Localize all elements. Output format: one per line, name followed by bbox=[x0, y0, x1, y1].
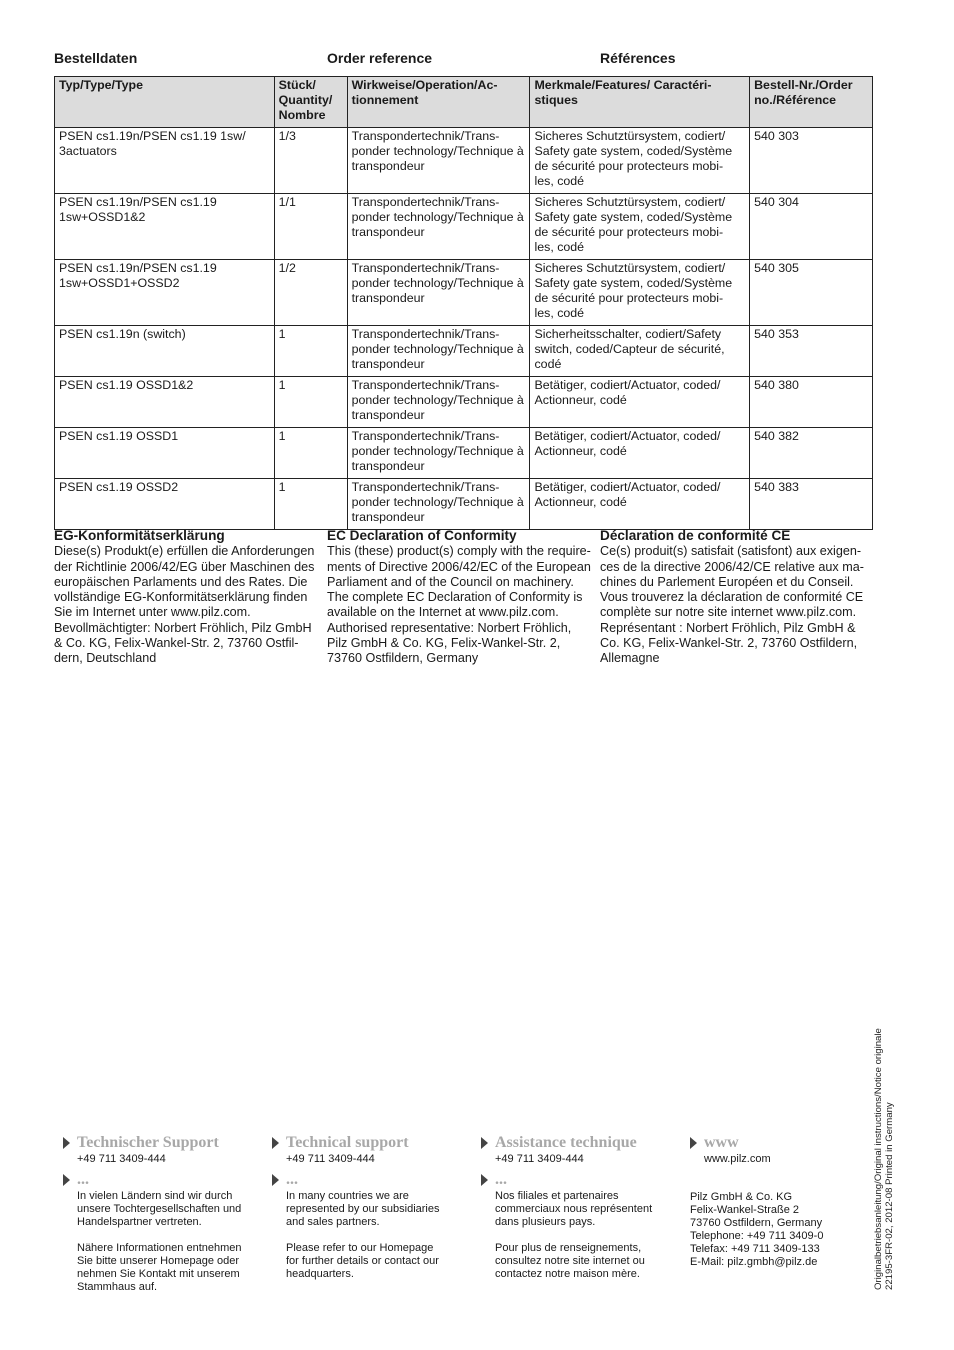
footer-fr-phone: +49 711 3409-444 bbox=[495, 1153, 584, 1165]
declaration-fr-title: Déclaration de conformité CE bbox=[600, 528, 791, 543]
footer-en bbox=[286, 1133, 466, 1281]
col-features: Merkmale/Features/ Caractéri- stiques bbox=[530, 77, 750, 128]
footer-de-line: Handelspartner vertreten. bbox=[77, 1216, 202, 1228]
side-note-line2: 22195-3FR-02, 2012-08 Printed in Germany bbox=[884, 1102, 895, 1290]
footer-de-line: unsere Tochtergesellschaften und bbox=[77, 1203, 242, 1215]
declaration-de bbox=[54, 528, 322, 667]
cell-quantity: 1/1 bbox=[274, 194, 347, 260]
company-phone: Telephone: +49 711 3409-0 bbox=[690, 1230, 824, 1242]
declaration-en-title: EC Declaration of Conformity bbox=[327, 528, 517, 543]
table-row bbox=[55, 260, 873, 326]
footer-en-line: and sales partners. bbox=[286, 1216, 380, 1228]
cell-operation: Transpondertechnik/Trans- ponder technology/Technique à transpondeur bbox=[347, 479, 530, 530]
footer-fr-title: Assistance technique bbox=[495, 1134, 637, 1151]
footer-de-phone: +49 711 3409-444 bbox=[77, 1153, 166, 1165]
footer-de-more: ... bbox=[77, 1171, 89, 1188]
cell-type: PSEN cs1.19n/PSEN cs1.19 1sw+OSSD1&2 bbox=[55, 194, 275, 260]
table-row bbox=[55, 326, 873, 377]
cell-quantity: 1/3 bbox=[274, 128, 347, 194]
arrow-right-icon bbox=[63, 1137, 70, 1149]
cell-order-no: 540 380 bbox=[750, 377, 873, 428]
footer-en-line: represented by our subsidiaries bbox=[286, 1203, 440, 1215]
side-note bbox=[873, 1028, 895, 1290]
footer-de-line: In vielen Ländern sind wir durch bbox=[77, 1190, 233, 1202]
company-fax: Telefax: +49 711 3409-133 bbox=[690, 1243, 820, 1255]
side-note-line1: Originalbetriebsanleitung/Original instructions/Notice originale bbox=[873, 1028, 884, 1290]
footer-en-line: for further details or contact our bbox=[286, 1255, 439, 1267]
col-type: Typ/Type/Type bbox=[55, 77, 275, 128]
footer-en-line: In many countries we are bbox=[286, 1190, 409, 1202]
company-street: Felix-Wankel-Straße 2 bbox=[690, 1204, 800, 1216]
cell-features: Betätiger, codiert/Actuator, coded/ Actionneur, codé bbox=[530, 377, 750, 428]
declaration-fr bbox=[600, 528, 868, 667]
cell-quantity: 1 bbox=[274, 377, 347, 428]
footer-fr bbox=[495, 1133, 675, 1281]
footer-de-title: Technischer Support bbox=[77, 1134, 219, 1151]
company-email[interactable]: E-Mail: pilz.gmbh@pilz.de bbox=[690, 1256, 818, 1268]
footer-fr-more: ... bbox=[495, 1171, 507, 1188]
col-quantity: Stück/ Quantity/ Nombre bbox=[274, 77, 347, 128]
footer-en-more: ... bbox=[286, 1171, 298, 1188]
cell-operation: Transpondertechnik/Trans- ponder technology/Technique à transpondeur bbox=[347, 428, 530, 479]
footer-fr-line: consultez notre site internet ou bbox=[495, 1255, 645, 1267]
footer-fr-line: commerciaux nous représentent bbox=[495, 1203, 653, 1215]
col-order-no: Bestell-Nr./Order no./Référence bbox=[750, 77, 873, 128]
cell-features: Sicheres Schutztürsystem, codiert/ Safety gate system, coded/Système de sécurité pour protecteurs mobi- les, codé bbox=[530, 194, 750, 260]
footer-fr-line: dans plusieurs pays. bbox=[495, 1216, 596, 1228]
footer-www-title: www bbox=[704, 1134, 739, 1151]
col-operation: Wirkweise/Operation/Ac- tionnement bbox=[347, 77, 530, 128]
order-table bbox=[54, 76, 873, 530]
table-row bbox=[55, 128, 873, 194]
arrow-right-icon bbox=[481, 1137, 488, 1149]
cell-type: PSEN cs1.19 OSSD2 bbox=[55, 479, 275, 530]
declaration-en bbox=[327, 528, 595, 667]
footer-en-line: headquarters. bbox=[286, 1268, 354, 1280]
declaration-de-title: EG-Konformitätserklärung bbox=[54, 528, 225, 543]
footer-en-title: Technical support bbox=[286, 1134, 409, 1151]
footer-www-url[interactable]: www.pilz.com bbox=[704, 1153, 771, 1165]
table-row bbox=[55, 428, 873, 479]
cell-features: Betätiger, codiert/Actuator, coded/ Actionneur, codé bbox=[530, 428, 750, 479]
declaration-de-text: Diese(s) Produkt(e) erfüllen die Anforderungen der Richtlinie 2006/42/EG über Maschinen des europäischen Parlaments und des Rates. Die vollständige EG-Konformitätserklärung finden Sie im Internet unter www.pilz.com. Bevollmächtigter: Norbert Fröhlich, Pilz GmbH & Co. KG, Felix-Wankel-Str. 2, 73760 Ostfil- dern, Deutschland bbox=[54, 544, 315, 666]
footer-de-line: nehmen Sie Kontakt mit unserem bbox=[77, 1268, 240, 1280]
cell-operation: Transpondertechnik/Trans- ponder technology/Technique à transpondeur bbox=[347, 194, 530, 260]
table-row bbox=[55, 194, 873, 260]
footer-fr-line: contactez notre maison mère. bbox=[495, 1268, 640, 1280]
footer-de-line: Nähere Informationen entnehmen bbox=[77, 1242, 242, 1254]
footer-de bbox=[77, 1133, 257, 1294]
cell-quantity: 1 bbox=[274, 479, 347, 530]
cell-features: Sicheres Schutztürsystem, codiert/ Safety gate system, coded/Système de sécurité pour protecteurs mobi- les, codé bbox=[530, 128, 750, 194]
footer-en-line: Please refer to our Homepage bbox=[286, 1242, 434, 1254]
footer-fr-line: Nos filiales et partenaires bbox=[495, 1190, 619, 1202]
declaration-en-text: This (these) product(s) comply with the require- ments of Directive 2006/42/EC of the European Parliament and of the Council on machinery. The complete EC Declaration of Conformity is available on the Internet at www.pilz.com. Authorised representative: Norbert Fröhlich, Pilz GmbH & Co. KG, Felix-Wankel-Str. 2, 73760 Ostfildern, Germany bbox=[327, 544, 591, 666]
header-en: Order reference bbox=[327, 50, 433, 66]
cell-type: PSEN cs1.19 OSSD1 bbox=[55, 428, 275, 479]
cell-features: Sicherheitsschalter, codiert/Safety switch, coded/Capteur de sécurité, codé bbox=[530, 326, 750, 377]
cell-quantity: 1 bbox=[274, 428, 347, 479]
cell-operation: Transpondertechnik/Trans- ponder technology/Technique à transpondeur bbox=[347, 377, 530, 428]
arrow-right-icon bbox=[272, 1137, 279, 1149]
footer-de-line: Sie bitte unserer Homepage oder bbox=[77, 1255, 240, 1267]
table-row bbox=[55, 377, 873, 428]
table-header-row bbox=[55, 77, 873, 128]
cell-type: PSEN cs1.19n/PSEN cs1.19 1sw/ 3actuators bbox=[55, 128, 275, 194]
arrow-right-icon bbox=[63, 1174, 70, 1186]
cell-operation: Transpondertechnik/Trans- ponder technology/Technique à transpondeur bbox=[347, 260, 530, 326]
footer-de-line: Stammhaus auf. bbox=[77, 1281, 158, 1293]
arrow-right-icon bbox=[272, 1174, 279, 1186]
footer-www bbox=[690, 1133, 864, 1269]
cell-order-no: 540 303 bbox=[750, 128, 873, 194]
cell-type: PSEN cs1.19n/PSEN cs1.19 1sw+OSSD1+OSSD2 bbox=[55, 260, 275, 326]
cell-type: PSEN cs1.19n (switch) bbox=[55, 326, 275, 377]
cell-operation: Transpondertechnik/Trans- ponder technology/Technique à transpondeur bbox=[347, 128, 530, 194]
cell-features: Sicheres Schutztürsystem, codiert/ Safety gate system, coded/Système de sécurité pour protecteurs mobi- les, codé bbox=[530, 260, 750, 326]
footer-fr-line: Pour plus de renseignements, bbox=[495, 1242, 642, 1254]
cell-order-no: 540 305 bbox=[750, 260, 873, 326]
cell-quantity: 1 bbox=[274, 326, 347, 377]
cell-order-no: 540 304 bbox=[750, 194, 873, 260]
cell-quantity: 1/2 bbox=[274, 260, 347, 326]
cell-order-no: 540 382 bbox=[750, 428, 873, 479]
declaration-fr-text: Ce(s) produit(s) satisfait (satisfont) aux exigen- ces de la directive 2006/42/CE relative aux ma- chines du Parlement Européen et du Conseil. Vous trouverez la déclaration de conformité CE complète sur notre site internet www.pilz.com. Représentant : Norbert Fröhlich, Pilz GmbH & Co. KG, Felix-Wankel-Str. 2, 73760 Ostfildern, Allemagne bbox=[600, 544, 864, 666]
arrow-right-icon bbox=[690, 1137, 697, 1149]
header-fr: Références bbox=[600, 50, 676, 66]
header-de: Bestelldaten bbox=[54, 50, 138, 66]
footer-en-phone: +49 711 3409-444 bbox=[286, 1153, 375, 1165]
company-name: Pilz GmbH & Co. KG bbox=[690, 1191, 793, 1203]
arrow-right-icon bbox=[481, 1174, 488, 1186]
cell-type: PSEN cs1.19 OSSD1&2 bbox=[55, 377, 275, 428]
cell-features: Betätiger, codiert/Actuator, coded/ Actionneur, codé bbox=[530, 479, 750, 530]
cell-order-no: 540 383 bbox=[750, 479, 873, 530]
cell-order-no: 540 353 bbox=[750, 326, 873, 377]
cell-operation: Transpondertechnik/Trans- ponder technology/Technique à transpondeur bbox=[347, 326, 530, 377]
table-row bbox=[55, 479, 873, 530]
company-city: 73760 Ostfildern, Germany bbox=[690, 1217, 823, 1229]
